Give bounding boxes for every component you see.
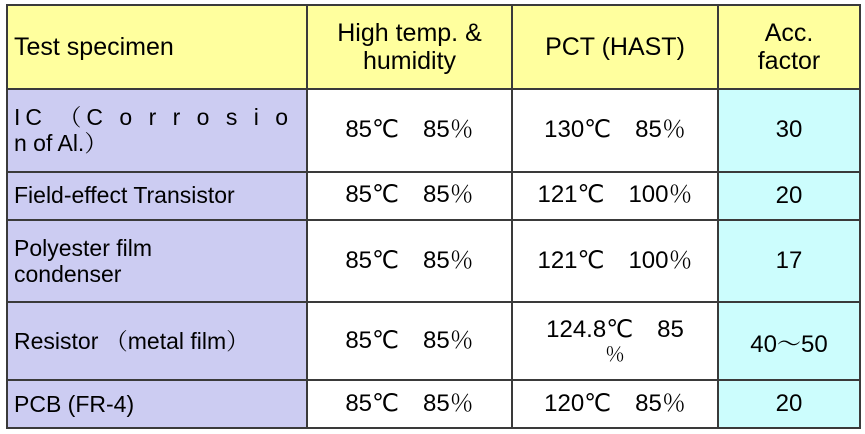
header-cell-pct-hast [512,5,718,89]
cell-high-temp-humidity: 85℃ 85％ [307,220,512,303]
header-cell-test-specimen [7,5,307,89]
cell-acc-factor: 20 [718,172,860,220]
header-cell-acc-factor [718,5,860,89]
acceleration-factor-table [6,4,861,429]
header-label-pct-hast: PCT (HAST) [545,33,685,61]
specimen-name-line1: PCB (FR-4) [14,390,135,417]
cell-acc-factor: 17 [718,220,860,303]
header-cell-high-temp-humidity [307,5,512,89]
table-row [7,89,860,172]
cell-high-temp-humidity: 85℃ 85％ [307,172,512,220]
cell-pct-hast: 121℃ 100％ [512,220,718,303]
header-label-high-temp-line1: High temp. & [337,19,482,47]
header-label-acc-line2: factor [757,47,821,75]
specimen-name-line2: condenser [14,261,122,287]
cell-specimen-name [7,172,307,220]
specimen-name-line2: n of Al.） [14,130,108,157]
specimen-name-line1: IC （C o r r o s i o [14,103,294,130]
cell-pct-hast: 120℃ 85％ [512,380,718,428]
specimen-name-line1: Field-effect Transistor [14,182,235,209]
specimen-name-line1: Resistor （metal film） [14,328,250,355]
header-label-high-temp-line2: humidity [362,47,457,75]
cell-specimen-name [7,302,307,380]
cell-specimen-name [7,220,307,303]
cell-high-temp-humidity: 85℃ 85％ [307,89,512,172]
table-row [7,172,860,220]
header-label-acc-line1: Acc. [764,19,814,47]
cell-pct-hast: 130℃ 85％ [512,89,718,172]
cell-specimen-name [7,89,307,172]
pct-hast-line2: ％ [605,343,625,366]
cell-specimen-name [7,380,307,428]
table-row [7,220,860,303]
cell-pct-hast [512,302,718,380]
table-row [7,302,860,380]
table-row [7,380,860,428]
cell-pct-hast: 121℃ 100％ [512,172,718,220]
header-label-test-specimen: Test specimen [14,32,174,61]
cell-acc-factor: 30 [718,89,860,172]
cell-acc-factor: 20 [718,380,860,428]
pct-hast-line1: 124.8℃ 85 [546,315,684,343]
cell-high-temp-humidity: 85℃ 85％ [307,380,512,428]
specimen-name-line1: Polyester film [14,234,153,261]
cell-high-temp-humidity: 85℃ 85％ [307,302,512,380]
cell-acc-factor: 40～50 [718,302,860,380]
table-header-row [7,5,860,89]
